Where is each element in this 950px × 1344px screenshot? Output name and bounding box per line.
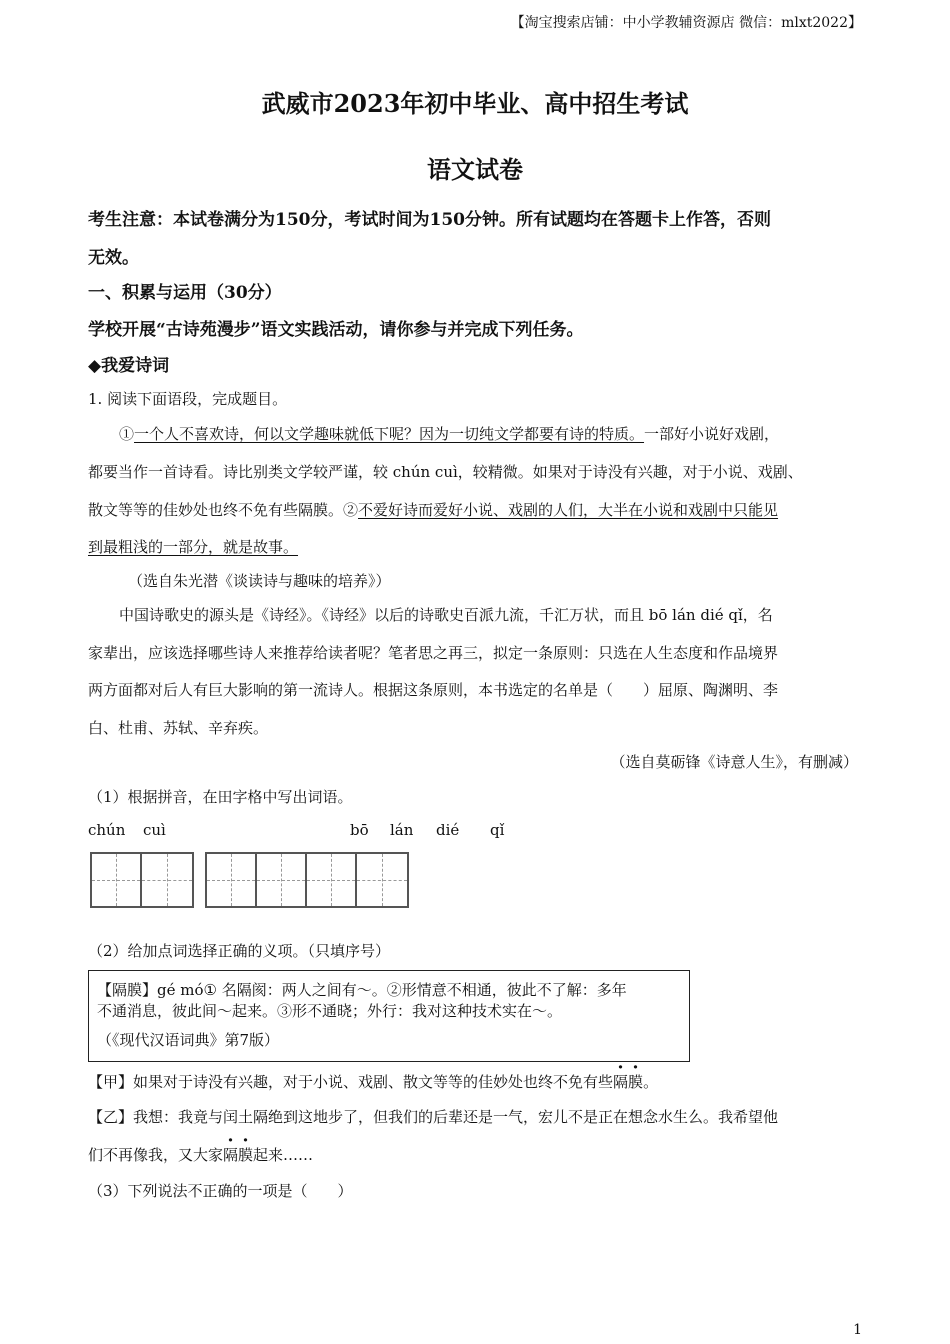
- pinyin-chun: chún: [88, 821, 126, 839]
- dotted-char: 膜: [628, 1073, 644, 1091]
- sub-question-1: （1）根据拼音，在田字格中写出词语。: [88, 788, 353, 806]
- dict-line-2: 不通消息，彼此间～起来。③形不通晓；外行：我对这种技术实在～。: [97, 1002, 563, 1020]
- passage1-line-1-rest: 一部好小说好戏剧，: [644, 425, 780, 443]
- activity-intro: 学校开展“古诗苑漫步”语文实践活动，请你参与并完成下列任务。: [88, 320, 584, 340]
- passage2-line-4: 白、杜甫、苏轼、辛弃疾。: [88, 719, 269, 737]
- answer-grid-4[interactable]: [205, 852, 409, 908]
- passage1-line-1: [119, 423, 779, 444]
- pinyin-lan: lán: [390, 821, 414, 839]
- exam-title: 武威市2023年初中毕业、高中招生考试: [261, 89, 689, 118]
- underlined-sentence-2a: 不爱好诗而爱好小说、戏剧的人们，大半在小说和戏剧中只能见: [358, 501, 779, 519]
- notice-line-1: 考生注意：本试卷满分为150分，考试时间为150分钟。所有试题均在答题卡上作答，否则: [88, 210, 771, 230]
- question-1-prompt: 1. 阅读下面语段，完成题目。: [88, 390, 288, 408]
- sentence-yi-line-1: [88, 1106, 778, 1127]
- answer-grid-2[interactable]: [90, 852, 194, 908]
- section-heading: 一、积累与运用（30分）: [88, 283, 282, 303]
- passage1-line-3-plain: 散文等等的佳妙处也终不免有些隔膜。: [88, 501, 344, 519]
- grid-cell[interactable]: [257, 854, 307, 906]
- yi-post: 起来……: [253, 1146, 314, 1164]
- jia-end: 。: [643, 1073, 659, 1091]
- dotted-char: 隔: [223, 1146, 239, 1164]
- sub-question-3: （3）下列说法不正确的一项是（ ）: [88, 1182, 353, 1200]
- passage2-line-3: 两方面都对后人有巨大影响的第一流诗人。根据这条原则，本书选定的名单是（ ）屈原、陶渊明、李: [88, 681, 779, 699]
- label-yi: 【乙】: [88, 1108, 134, 1126]
- grid-cell[interactable]: [207, 854, 257, 906]
- grid-cell[interactable]: [357, 854, 407, 906]
- subsection-heading: ◆我爱诗词: [88, 356, 170, 376]
- sentence-yi-line-2: [88, 1144, 313, 1165]
- passage2-line-2: 家辈出，应该选择哪些诗人来推荐给读者呢？笔者思之再三，拟定一条原则：只选在人生态度和作品境界: [88, 644, 779, 662]
- passage1-source: （选自朱光潜《谈读诗与趣味的培养》）: [128, 572, 391, 590]
- header-note: 【淘宝搜索店铺：中小学教辅资源店 微信：mlxt2022】: [510, 15, 862, 31]
- label-jia: 【甲】: [88, 1073, 134, 1091]
- page-number: 1: [853, 1322, 862, 1338]
- dict-line-1: 【隔膜】gé mó① 名隔阂：两人之间有～。②形情意不相通，彼此不了解：多年: [97, 981, 627, 999]
- underlined-sentence-1: 一个人不喜欢诗，何以文学趣味就低下呢？因为一切纯文学都要有诗的特质。: [134, 425, 645, 443]
- notice-line-2: 无效。: [88, 248, 139, 268]
- pinyin-qi: qǐ: [490, 821, 505, 839]
- underlined-sentence-2b: 到最粗浅的一部分，就是故事。: [88, 538, 299, 556]
- yi-text: 我想：我竟与闰土隔绝到这地步了，但我们的后辈还是一气，宏儿不是正在想念水生么。我希望他: [133, 1108, 779, 1126]
- grid-cell[interactable]: [307, 854, 357, 906]
- passage1-line-2: 都要当作一首诗看。诗比别类文学较严谨，较 chún cuì，较精微。如果对于诗没有兴趣，对于小说、戏剧、: [88, 463, 803, 481]
- jia-text: 如果对于诗没有兴趣，对于小说、戏剧、散文等等的佳妙处也终不免有些: [133, 1073, 614, 1091]
- passage2-source: （选自莫砺锋《诗意人生》，有删减）: [610, 753, 858, 771]
- yi-pre: 们不再像我，又大家: [88, 1146, 224, 1164]
- grid-cell[interactable]: [142, 854, 192, 906]
- pinyin-cui: cuì: [143, 821, 166, 839]
- sub-question-2: （2）给加点词选择正确的义项。（只填序号）: [88, 942, 391, 960]
- dict-line-3: （《现代汉语词典》第7版）: [97, 1031, 280, 1049]
- mark-1: ①: [119, 425, 135, 443]
- pinyin-bo: bō: [350, 821, 369, 839]
- mark-2: ②: [343, 501, 359, 519]
- passage1-line-3: [88, 499, 778, 520]
- dotted-char: 膜: [238, 1146, 254, 1164]
- exam-subtitle: 语文试卷: [427, 155, 523, 184]
- sentence-jia: [88, 1071, 658, 1092]
- grid-cell[interactable]: [92, 854, 142, 906]
- pinyin-die: dié: [436, 821, 460, 839]
- dotted-char: 隔: [613, 1073, 629, 1091]
- passage2-line-1: 中国诗歌史的源头是《诗经》。《诗经》以后的诗歌史百派九流，千汇万状，而且 bō lán dié qǐ，名: [119, 606, 773, 624]
